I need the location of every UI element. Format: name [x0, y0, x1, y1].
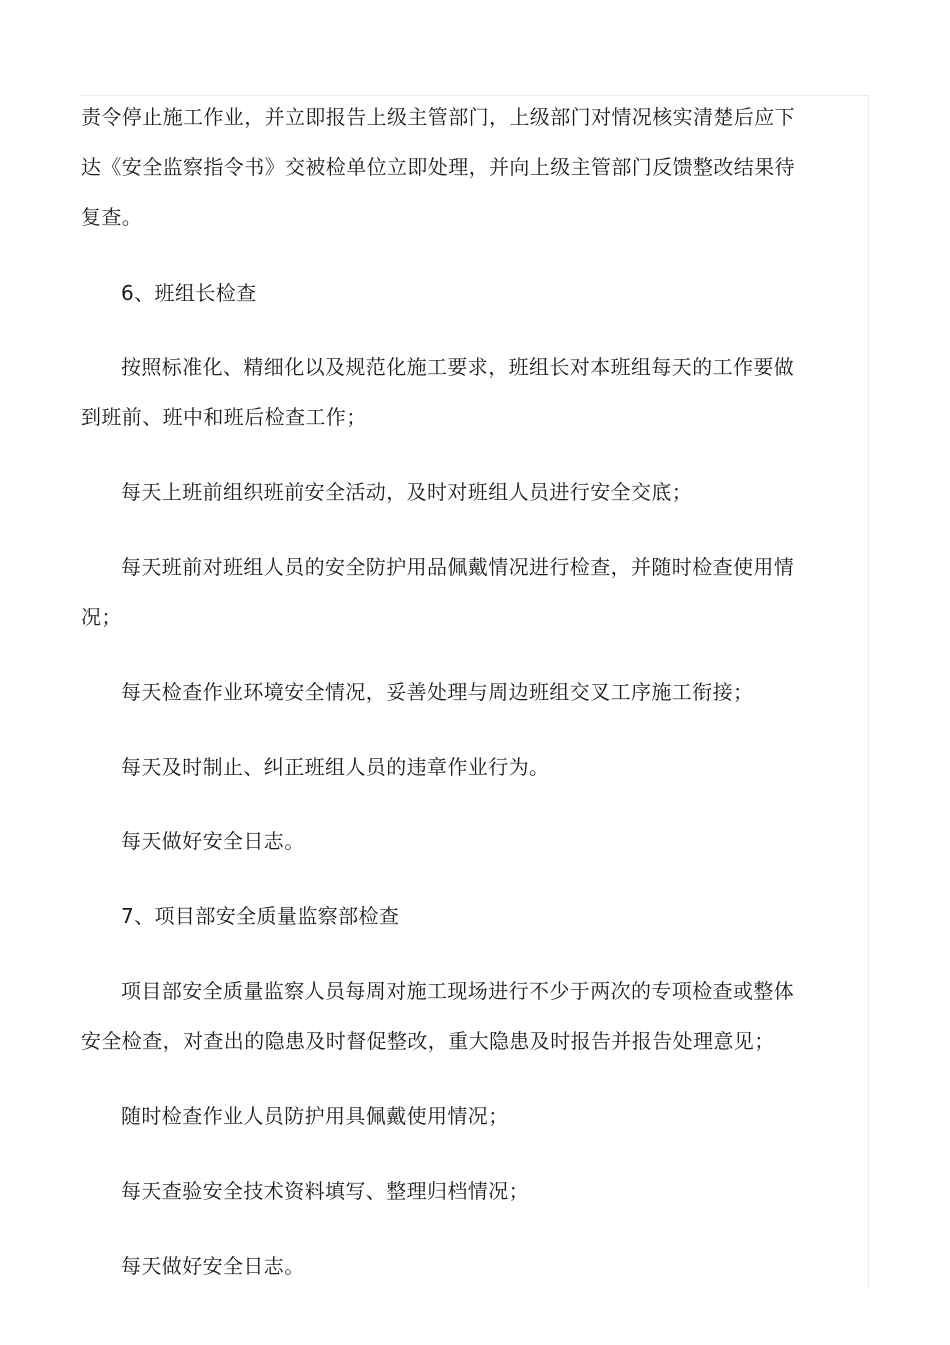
paragraph-line: 到班前、班中和班后检查工作；	[81, 405, 367, 429]
paragraph-line: 每天做好安全日志。	[121, 1254, 305, 1278]
paragraph-line: 责令停止施工作业，并立即报告上级主管部门，上级部门对情况核实清楚后应下	[81, 105, 795, 129]
paragraph-line: 每天及时制止、纠正班组人员的违章作业行为。	[121, 755, 550, 779]
paragraph-line: 项目部安全质量监察人员每周对施工现场进行不少于两次的专项检查或整体	[121, 979, 795, 1003]
section-heading: 7、项目部安全质量监察部检查	[121, 904, 400, 928]
page-border-right	[868, 95, 869, 1290]
section-heading: 6、班组长检查	[121, 281, 257, 305]
paragraph-line: 每天查验安全技术资料填写、整理归档情况；	[121, 1179, 529, 1203]
paragraph-line: 达《安全监察指令书》交被检单位立即处理，并向上级主管部门反馈整改结果待	[81, 155, 795, 179]
paragraph-line: 况；	[81, 605, 122, 629]
paragraph-line: 每天班前对班组人员的安全防护用品佩戴情况进行检查，并随时检查使用情	[121, 555, 795, 579]
paragraph-line: 每天检查作业环境安全情况，妥善处理与周边班组交叉工序施工衔接；	[121, 680, 754, 704]
paragraph-line: 每天做好安全日志。	[121, 829, 305, 853]
paragraph-line: 复查。	[81, 205, 143, 229]
paragraph-line: 每天上班前组织班前安全活动，及时对班组人员进行安全交底；	[121, 480, 693, 504]
page-border-top	[80, 95, 868, 96]
paragraph-line: 按照标准化、精细化以及规范化施工要求，班组长对本班组每天的工作要做	[121, 355, 795, 379]
paragraph-line: 安全检查，对查出的隐患及时督促整改，重大隐患及时报告并报告处理意见；	[81, 1029, 775, 1053]
paragraph-line: 随时检查作业人员防护用具佩戴使用情况；	[121, 1104, 509, 1128]
